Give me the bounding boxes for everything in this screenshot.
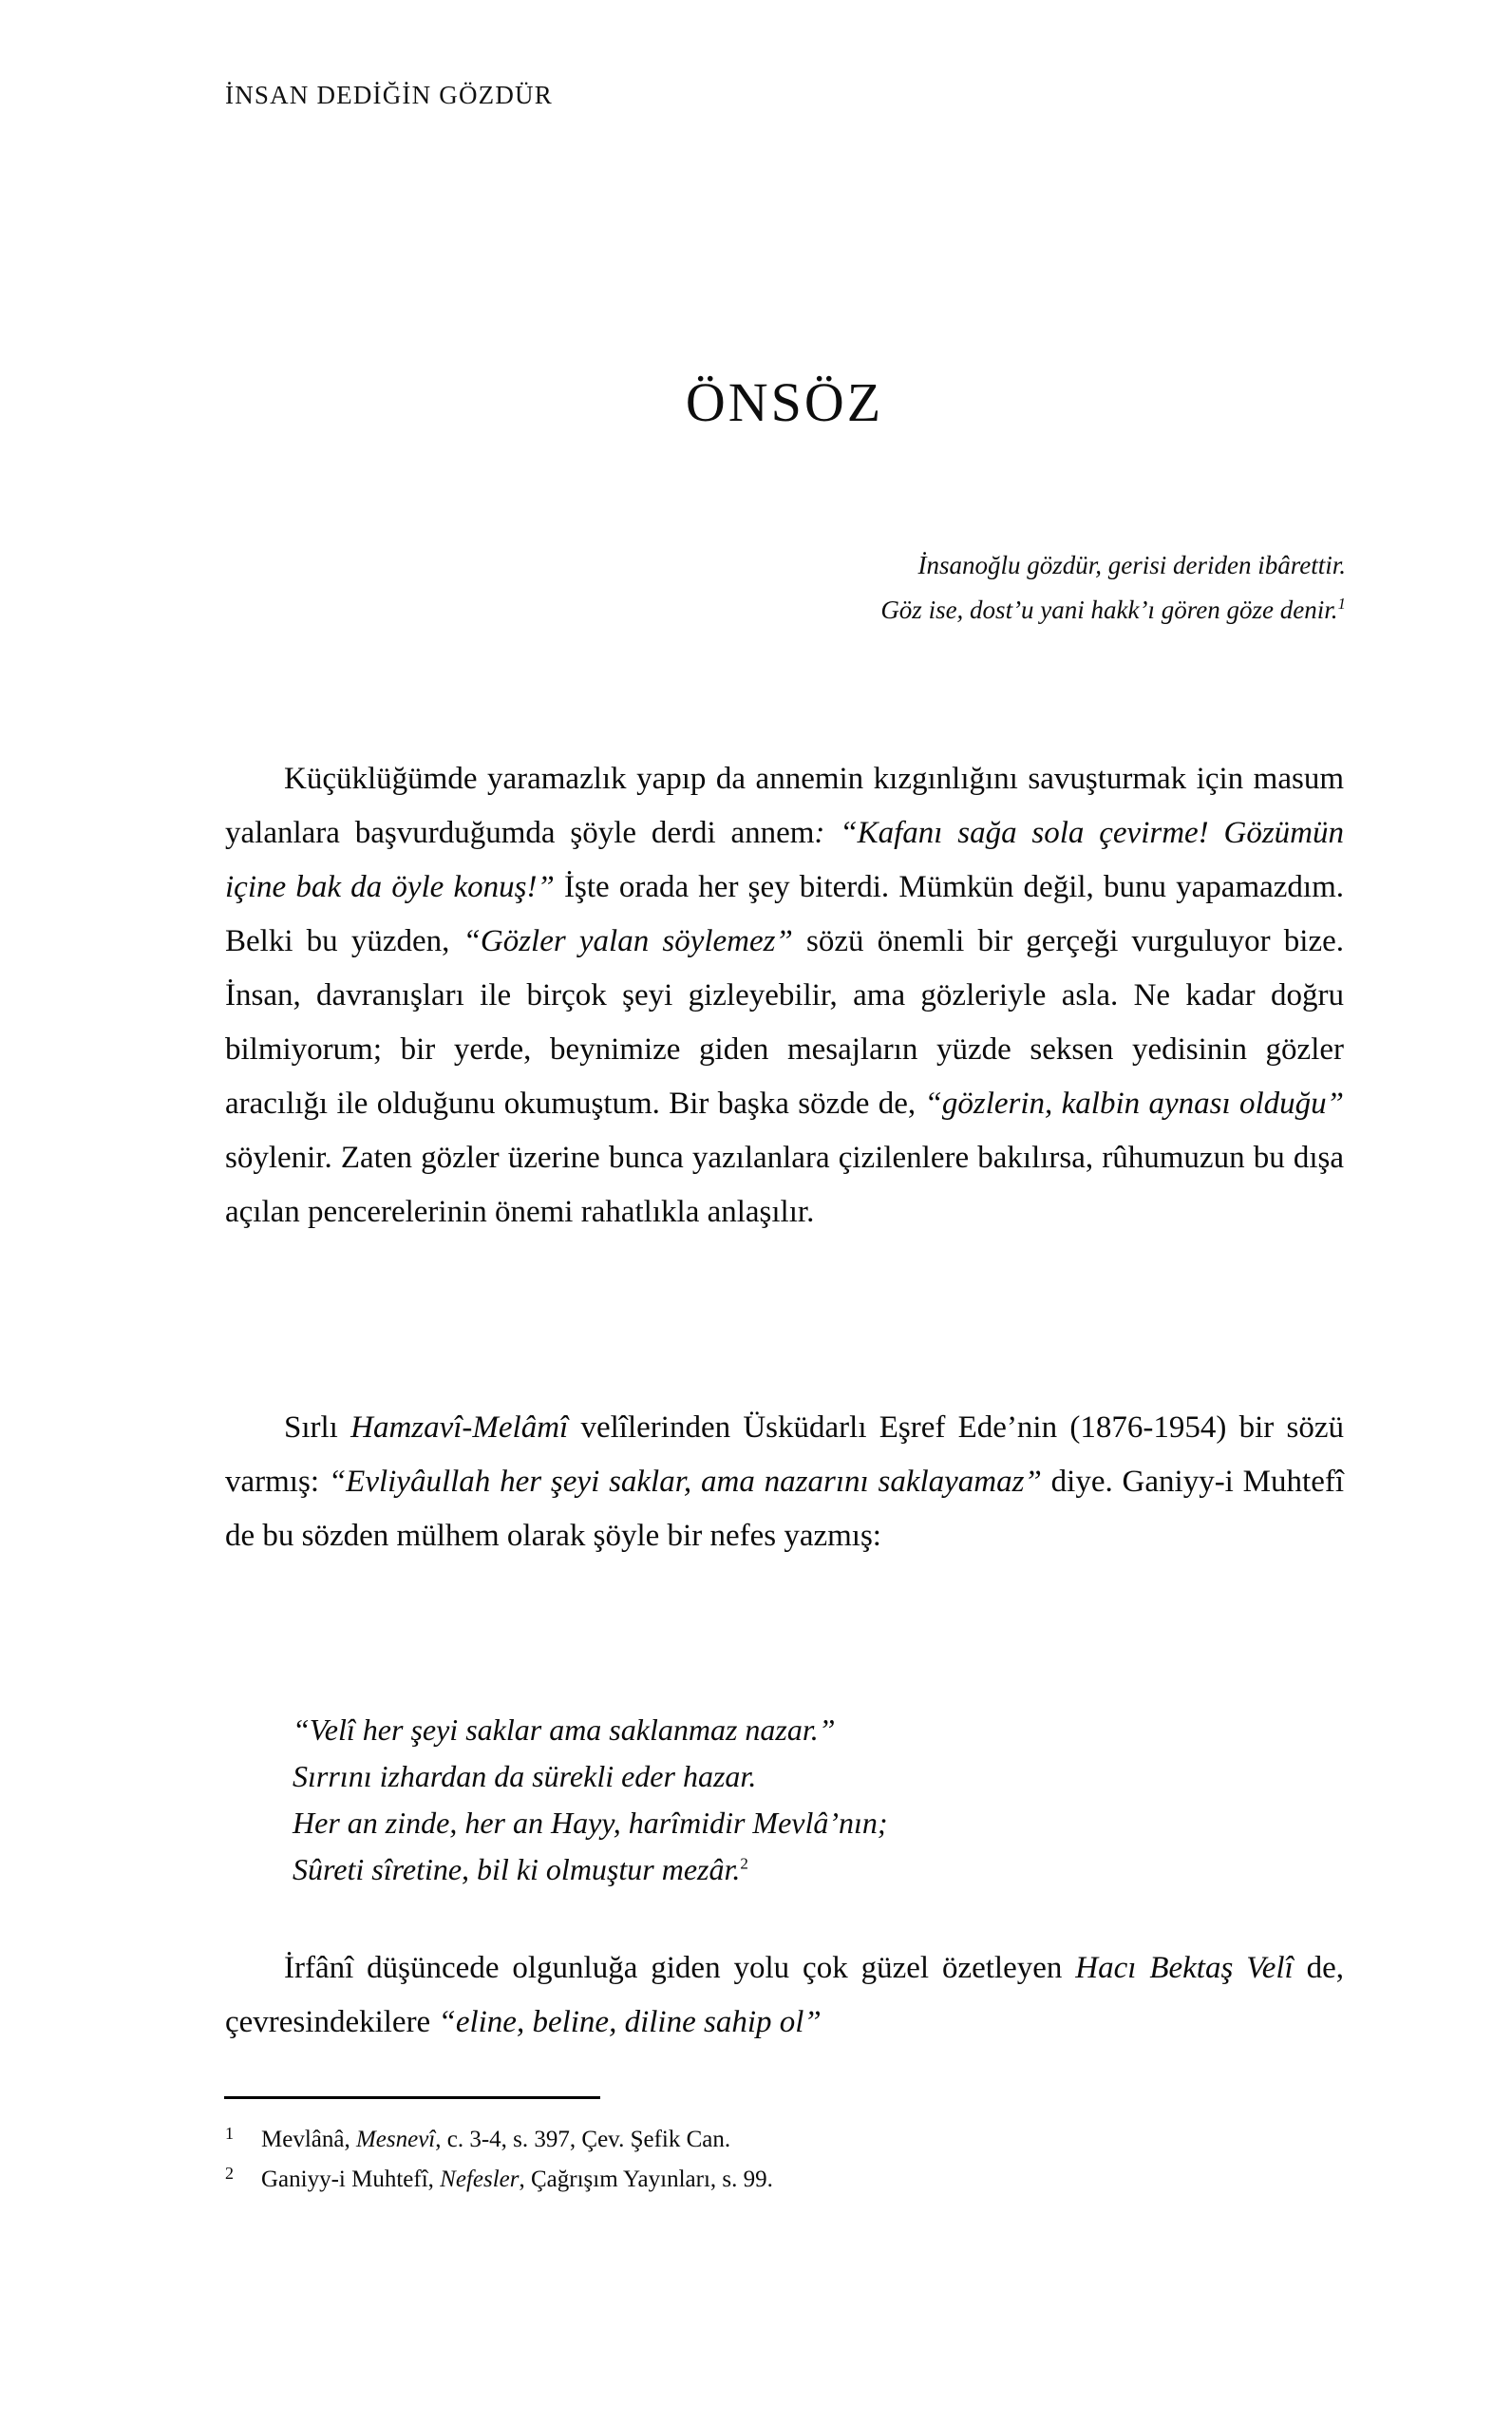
p1-seg-7: söylenir. Zaten gözler üzerine bunca yazılanlara çizilenlere bakılırsa, rûhumuzun bu dışa açılan pencerelerinin önemi rahatlıkla anlaşılır.	[225, 1141, 1344, 1229]
page-title: ÖNSÖZ	[685, 371, 884, 433]
footnote-2-title: Nefesler	[440, 2167, 520, 2192]
footnote-2	[225, 2160, 1346, 2200]
paragraph-three-text	[225, 1941, 1344, 2050]
verse-line-4	[293, 1846, 1347, 1893]
p2-term-hamzavi-melami: Hamzavî-Melâmî	[350, 1410, 569, 1445]
p2-quote-evliyaullah: “Evliyâullah her şeyi saklar, ama nazarını saklayamaz”	[328, 1465, 1042, 1499]
p2-seg-1: Sırlı	[284, 1410, 351, 1445]
paragraph-three	[225, 1941, 1344, 2050]
footnote-2-number: 2	[225, 2164, 234, 2183]
footnote-1	[225, 2120, 1346, 2160]
running-head: İNSAN DEDİĞİN GÖZDÜR	[225, 81, 553, 109]
p4-seg-1: İrfânî düşüncede olgunluğa giden yolu çok güzel özetleyen	[284, 1951, 1076, 1985]
verse-block	[293, 1707, 1347, 1893]
verse-line-2: Sırrını izhardan da sürekli eder hazar.	[293, 1759, 757, 1793]
p2-seg-3: velîlerinden Üsküdarlı Eşref Ede’nin (1876-1954) bir sözü varmış:	[225, 1410, 1344, 1499]
p4-seg-3: de, çevresindekilere	[225, 1951, 1345, 2039]
p1-quote-kalbin-aynasi: “gözlerin, kalbin aynası olduğu”	[924, 1087, 1344, 1121]
footnote-ref-2[interactable]: 2	[740, 1854, 748, 1873]
verse-line-3: Her an zinde, her an Hayy, harîmidir Mevlâ’nın;	[293, 1806, 888, 1840]
p1-quote-anne: : “Kafanı sağa sola çevirme! Gözümün içine bak da öyle konuş!”	[225, 816, 1344, 904]
paragraph-one-text	[225, 752, 1344, 1239]
paragraph-one	[225, 752, 1344, 1239]
footnote-2-part-3: , Çağrışım Yayınları, s. 99.	[519, 2167, 773, 2192]
epigraph	[225, 543, 1346, 633]
p1-seg-5: sözü önemli bir gerçeği vurguluyor bize. İnsan, davranışları ile birçok şeyi gizleyebilir, ama gözleriyle asla. Ne kadar doğru bilmiyorum; bir yerde, beynimize giden mesajların yüzde seksen yedisinin gözler aracılığı ile olduğunu okumuştum. Bir başka sözde de,	[225, 924, 1344, 1121]
p1-quote-gozler-yalan: “Gözler yalan söylemez”	[463, 924, 793, 958]
footnote-separator-rule	[224, 2096, 600, 2099]
footnote-1-part-1: Mevlânâ,	[261, 2127, 356, 2152]
p1-seg-1: Küçüklüğümde yaramazlık yapıp da annemin kızgınlığını savuşturmak için masum yalanlara başvurduğumda şöyle derdi annem	[225, 762, 1344, 850]
epigraph-line-2-text: Göz ise, dost’u yani hakk’ı gören göze denir.	[880, 596, 1338, 624]
footnotes	[225, 2120, 1346, 2200]
footnote-1-part-3: , c. 3-4, s. 397, Çev. Şefik Can.	[435, 2127, 731, 2152]
epigraph-line-1: İnsanoğlu gözdür, gerisi deriden ibârettir.	[917, 551, 1346, 579]
epigraph-line-2	[225, 588, 1346, 633]
p4-term-haci-bektas-veli: Hacı Bektaş Velî	[1075, 1951, 1294, 1985]
footnote-1-number: 1	[225, 2124, 234, 2143]
paragraph-two-text	[225, 1401, 1344, 1563]
p2-seg-5: diye. Ganiyy-i Muhtefî de bu sözden mülhem olarak şöyle bir nefes yazmış:	[225, 1465, 1344, 1553]
footnote-1-title: Mesnevî	[355, 2127, 436, 2152]
paragraph-two	[225, 1401, 1344, 1563]
footnote-2-part-1: Ganiyy-i Muhtefî,	[261, 2167, 441, 2192]
p4-quote-eline-beline-diline: “eline, beline, diline sahip ol”	[438, 2005, 822, 2039]
verse-line-4-text: Sûreti sîretine, bil ki olmuştur mezâr.	[293, 1852, 741, 1886]
footnote-ref-1[interactable]: 1	[1337, 595, 1346, 613]
verse-line-1: “Velî her şeyi saklar ama saklanmaz nazar.”	[293, 1712, 836, 1747]
p1-seg-3: İşte orada her şey biterdi. Mümkün değil, bunu yapamazdım. Belki bu yüzden,	[225, 870, 1344, 958]
